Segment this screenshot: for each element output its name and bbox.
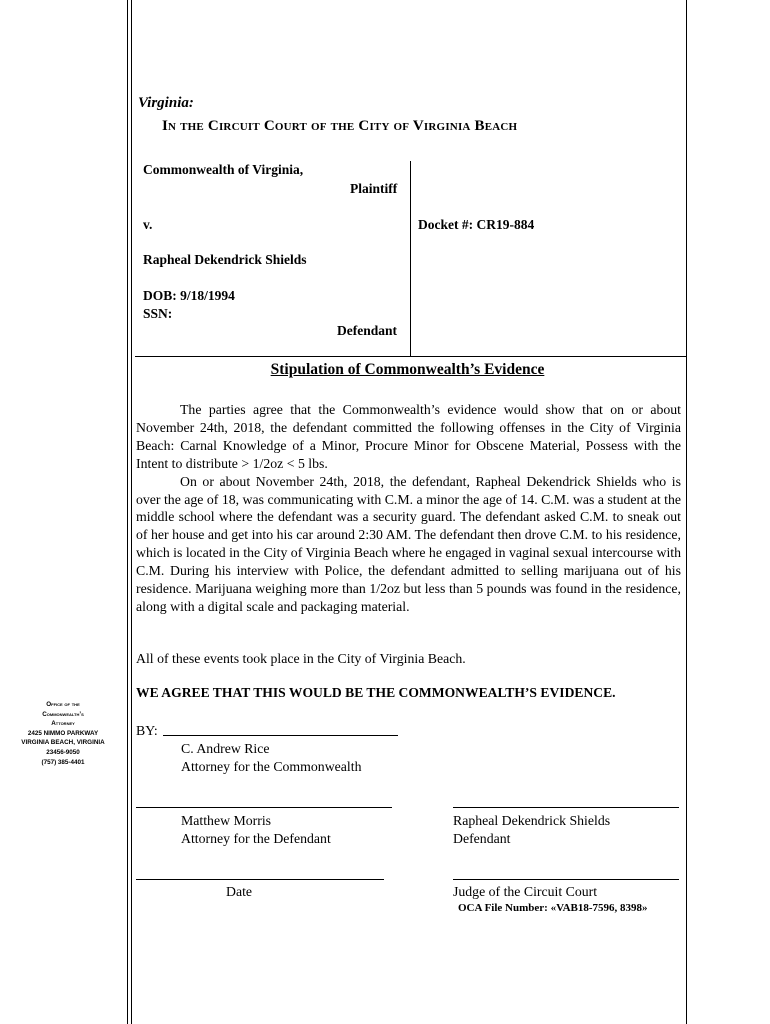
docket-number: Docket #: CR19-884 [418,217,535,232]
state-heading: Virginia: [138,95,194,111]
date-line[interactable] [136,879,384,880]
office-line-5: VIRGINIA BEACH, VIRGINIA [21,739,105,747]
defense-name: Matthew Morris [181,813,272,828]
prosecutor-signature-line[interactable] [163,735,398,736]
by-label: BY: [136,723,158,738]
defendant-signer-name: Rapheal Dekendrick Shields [453,813,611,828]
plaintiff-role: Plaintiff [350,181,398,196]
office-line-1: Office of the [46,701,80,708]
paragraph-offenses: The parties agree that the Commonwealth’s evidence would show that on or about November 24th, 2018, the defendant committed the following offenses in the City of Virginia Beach: Carnal Knowledge of a Minor, Procure Minor for Obscene Material, Possess with the Intent to distribute > 1/2oz < 5 lbs. [136,402,681,471]
office-line-3: Attorney [51,720,75,728]
document-title: Stipulation of Commonwealth’s Evidence [270,361,545,378]
office-line-7: (757) 385-4401 [41,758,85,766]
office-line-6: 23456-9050 [46,748,80,756]
stipulation-body [136,401,681,616]
plaintiff-name: Commonwealth of Virginia, [143,162,304,177]
defense-title: Attorney for the Defendant [181,831,331,846]
judge-signature-line[interactable] [453,879,679,880]
defendant-signature-line[interactable] [453,807,679,808]
agreement-statement: WE AGREE THAT THIS WOULD BE THE COMMONWEALTH’S EVIDENCE. [136,685,616,700]
right-margin-rule [686,0,687,1024]
judge-label: Judge of the Circuit Court [453,884,598,899]
court-heading: In the Circuit Court of the City of Virginia Beach [162,118,518,134]
defendant-dob: DOB: 9/18/1994 [143,288,235,303]
defendant-ssn: SSN: [143,306,173,321]
paragraph-facts: On or about November 24th, 2018, the defendant, Rapheal Dekendrick Shields who is over the age of 18, was communicating with C.M. a minor the age of 14. C.M. was a student at the middle school where the defendant was a security guard. The defendant asked C.M. to sneak out of her house and get into his car around 2:30 AM. The defendant then drove C.M. to his residence, which is located in the City of Virginia Beach where he engaged in vaginal sexual intercourse with C.M. During his interview with Police, the defendant admitted to selling marijuana out of his residence. Marijuana weighing more than 1/2oz but less than 5 pounds was found in the residence, along with a digital scale and packaging material. [136,473,682,614]
office-line-2: Commonwealth’s [42,710,84,718]
date-label: Date [226,884,253,899]
office-address-block [0,700,126,767]
defense-signature-line[interactable] [136,807,392,808]
caption-divider [410,161,411,357]
prosecutor-title: Attorney for the Commonwealth [181,759,362,774]
left-margin-rule-2 [131,0,132,1024]
events-statement: All of these events took place in the City of Virginia Beach. [136,651,466,666]
prosecutor-name: C. Andrew Rice [181,741,270,756]
left-margin-rule-1 [127,0,128,1024]
versus: v. [143,217,153,232]
caption-bottom-rule [135,356,686,357]
defendant-name: Rapheal Dekendrick Shields [143,252,307,267]
defendant-role: Defendant [337,323,397,338]
defendant-signer-title: Defendant [453,831,511,846]
oca-file-number: OCA File Number: «VAB18-7596, 8398» [458,902,648,914]
office-line-4: 2425 NIMMO PARKWAY [27,729,99,737]
